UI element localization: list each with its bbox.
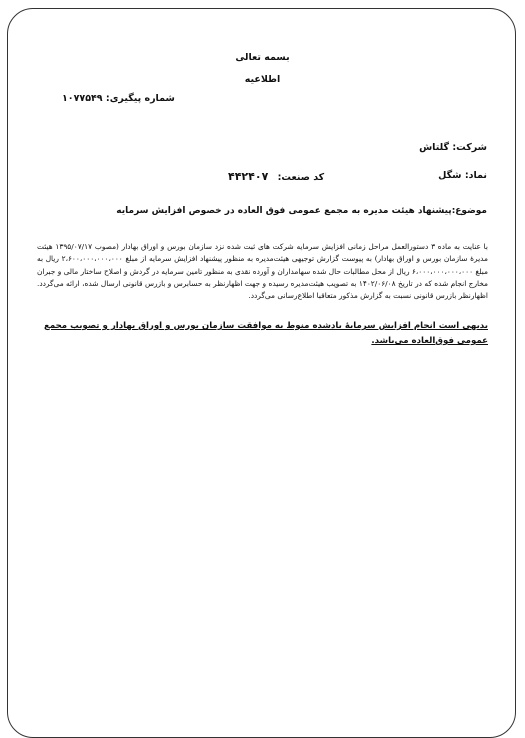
tracking-number-line (62, 93, 175, 104)
body-paragraph: با عنایت به ماده ۳ دستورالعمل مراحل زمانی افزایش سرمایه شرکت های ثبت شده نزد سازمان بورس و اوراق بهادار (مصوب ۱۳۹۵/۰۷/۱۷ هیئت مدیرهٔ سازمان بورس و اوراق بهادار) به پیوست گزارش توجیهی هیئت‌مدیره به منظور پیشنهاد افزایش سرمایه از مبلغ ۲،۶۰۰،۰۰۰،۰۰۰،۰۰۰ ریال به مبلغ ۶،۰۰۰،۰۰۰،۰۰۰،۰۰۰ ریال از محل مطالبات حال شده سهامداران و آورده نقدی به منظور تامین سرمایه در گردش و اصلاح ساختار مالی و جبران مخارج انجام شده که در تاریخ ۱۴۰۲/۰۶/۰۸ به تصویب هیئت‌مدیره رسیده و جهت اظهارنظر به حسابرس و بازرس قانونی ارسال شده، ارائه می‌گردد. اظهارنظر بازرس قانونی نسبت به گزارش مذکور متعاقبا اطلاع‌رسانی می‌گردد. (37, 242, 488, 301)
notice-title: اطلاعیه (244, 74, 281, 85)
tracking-label: شماره پیگیری: (105, 93, 175, 104)
tracking-number: ۱۰۷۷۵۴۹ (62, 93, 103, 104)
symbol-line (438, 170, 487, 181)
company-label: شرکت: (452, 142, 487, 153)
symbol-label: نماد: (464, 170, 487, 181)
closing-statement: بدیهی است انجام افزایش سرمایهٔ یادشده منوط به موافقت سازمان بورس و اوراق بهادار و تصویب مجمع عمومی فوق‌العاده می‌باشد. (43, 321, 488, 346)
document-page (7, 8, 516, 738)
industry-code-value: ۴۴۲۴۰۷ (228, 170, 269, 183)
company-line (419, 142, 487, 153)
industry-code-line (228, 170, 324, 183)
subject-line: موضوع:پیشنهاد هیئت مدیره به مجمع عمومی فوق العاده در خصوص افزایش سرمایه (116, 206, 487, 216)
company-name: گلتاش (419, 142, 450, 153)
symbol-value: شگل (438, 170, 462, 181)
industry-code-label: کد صنعت: (277, 172, 325, 183)
basmala: بسمه تعالی (235, 52, 290, 63)
